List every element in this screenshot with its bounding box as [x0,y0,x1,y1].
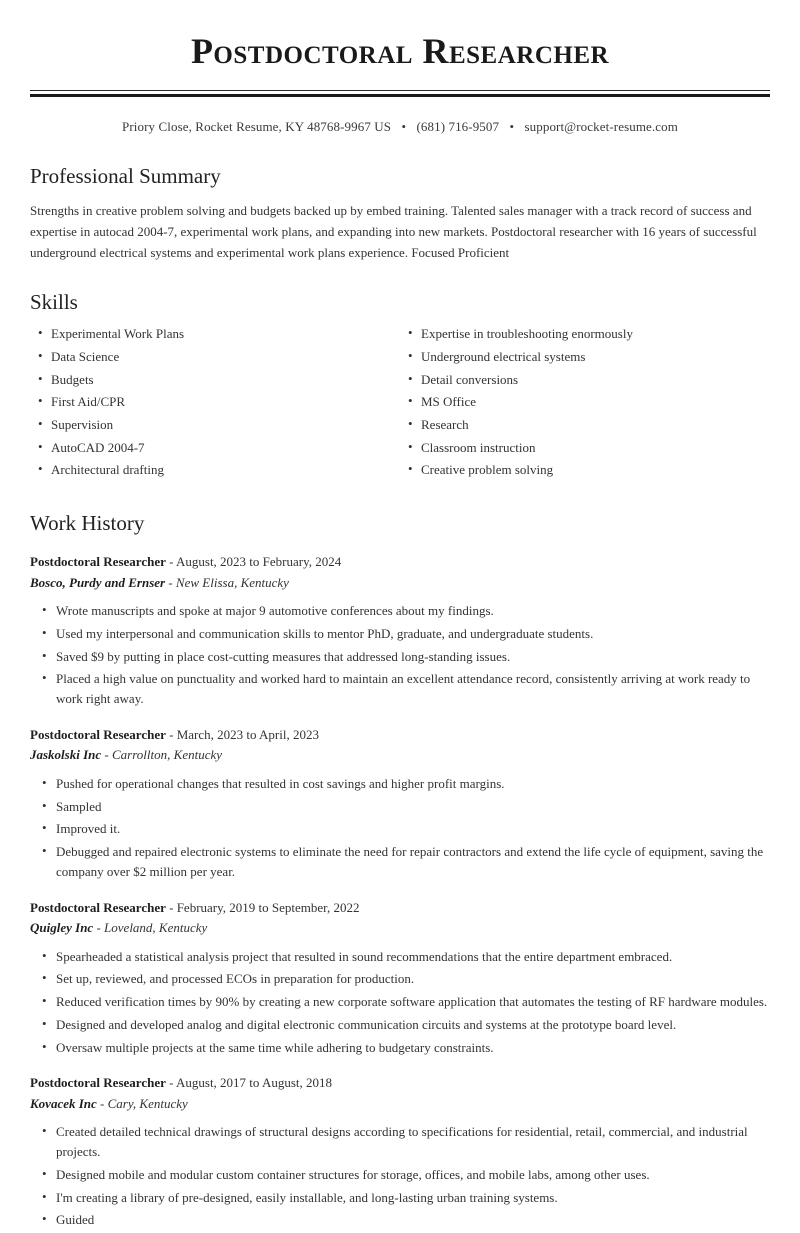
job-title-line [30,898,770,918]
job-company: Bosco, Purdy and Ernser [30,574,166,590]
job-bullet-list [30,774,770,882]
job-separator: - [96,920,101,936]
list-item: • Pushed for operational changes that resulted in cost savings and higher profit margins. [30,774,770,794]
job-company-line [30,918,770,938]
list-item: • Wrote manuscripts and spoke at major 9 automotive conferences about my findings. [30,601,770,621]
job-location: Cary, Kentucky [107,1095,188,1111]
job-company-line [30,745,770,765]
list-item: • MS Office [400,393,770,411]
job-separator: - [169,726,174,742]
job-role: Postdoctoral Researcher [30,899,166,915]
list-item: • Expertise in troubleshooting enormously [400,325,770,343]
job-title-line [30,552,770,572]
job-role: Postdoctoral Researcher [30,1075,166,1091]
header-divider [30,90,770,97]
job-separator: - [169,899,174,915]
job-role: Postdoctoral Researcher [30,726,166,742]
list-item: • Created detailed technical drawings of structural designs according to specifications for residential, retail, commercial, and industrial projects. [30,1122,770,1162]
job-separator: - [169,1075,174,1091]
job-separator: - [169,554,174,570]
list-item: • Guided [30,1210,770,1230]
contact-address: Priory Close, Rocket Resume, KY 48768-9967 US [122,118,392,134]
job-title-line [30,725,770,745]
job-dates: August, 2023 to February, 2024 [176,554,342,570]
contact-separator-1: • [401,118,407,134]
list-item: • Debugged and repaired electronic systems to eliminate the need for repair contractors and extend the life cycle of equipment, saving the company over $2 million per year. [30,842,770,882]
job-separator: - [168,574,173,590]
list-item: • Designed mobile and modular custom container structures for storage, offices, and mobile labs, among other uses. [30,1165,770,1185]
list-item: • Spearheaded a statistical analysis project that resulted in sound recommendations that the entire department embraced. [30,947,770,967]
skills-column-right [400,325,770,484]
list-item: • First Aid/CPR [30,393,400,411]
job-company-line [30,1094,770,1114]
job-bullet-list [30,947,770,1058]
list-item: • Reduced verification times by 90% by creating a new corporate software application that automates the testing of RF hardware modules. [30,992,770,1012]
list-item: • Budgets [30,371,400,389]
contact-phone[interactable]: (681) 716-9507 [416,118,500,134]
resume-content [30,0,770,1230]
professional-summary-text: Strengths in creative problem solving and budgets backed up by embed training. Talented sales manager with a track record of success and expertise in autocad 2004-7, experimental work plans, and expanding into new markets. Postdoctoral researcher with 16 years of successful underground electrical systems and experimental work plans experience. Focused Proficient [30,202,757,260]
section-heading-professional-summary: Professional Summary [30,163,221,188]
job-dates: February, 2019 to September, 2022 [176,899,360,915]
list-item: • Placed a high value on punctuality and worked hard to maintain an excellent attendance record, consistently arriving at work ready to work right away. [30,669,770,709]
list-item: • Improved it. [30,819,770,839]
job-separator: - [100,1095,105,1111]
job-dates: March, 2023 to April, 2023 [176,726,319,742]
section-heading-work-history: Work History [30,510,145,535]
job-role: Postdoctoral Researcher [30,554,166,570]
job-bullet-list [30,601,770,709]
contact-separator-2: • [509,118,515,134]
list-item: • Designed and developed analog and digital electronic communication circuits and systems at the prototype board level. [30,1015,770,1035]
list-item: • Classroom instruction [400,439,770,457]
list-item: • Oversaw multiple projects at the same time while adhering to budgetary constraints. [30,1038,770,1058]
work-history-entry [30,1073,770,1230]
job-title-line [30,1073,770,1093]
job-dates: August, 2017 to August, 2018 [176,1075,333,1091]
job-company: Quigley Inc [30,920,94,936]
list-item: • Sampled [30,797,770,817]
divider-thick-line [30,94,770,97]
list-item: • Detail conversions [400,371,770,389]
list-item: • Underground electrical systems [400,348,770,366]
job-company-line [30,573,770,593]
job-company: Jaskolski Inc [30,747,102,763]
list-item: • Architectural drafting [30,461,400,479]
list-item: • AutoCAD 2004-7 [30,439,400,457]
list-item: • Set up, reviewed, and processed ECOs in preparation for production. [30,969,770,989]
work-history-entry [30,725,770,882]
work-history-entry [30,898,770,1058]
job-location: Carrollton, Kentucky [112,747,223,763]
list-item: • I'm creating a library of pre-designed, easily installable, and long-lasting urban training systems. [30,1188,770,1208]
list-item: • Creative problem solving [400,461,770,479]
list-item: • Experimental Work Plans [30,325,400,343]
list-item: • Saved $9 by putting in place cost-cutting measures that addressed long-standing issues. [30,647,770,667]
skills-columns [30,325,770,484]
page-title: Postdoctoral Researcher [190,31,610,71]
job-location: New Elissa, Kentucky [175,574,289,590]
job-separator: - [104,747,109,763]
skills-column-left [30,325,400,484]
list-item: • Research [400,416,770,434]
contact-info [30,119,770,135]
skills-list-left [30,325,400,479]
job-company: Kovacek Inc [30,1095,97,1111]
skills-list-right [400,325,770,479]
job-location: Loveland, Kentucky [104,920,208,936]
list-item: • Supervision [30,416,400,434]
list-item: • Data Science [30,348,400,366]
job-bullet-list [30,1122,770,1230]
contact-email[interactable]: support@rocket-resume.com [524,118,678,134]
section-heading-skills: Skills [30,289,78,314]
list-item: • Used my interpersonal and communication skills to mentor PhD, graduate, and undergraduate students. [30,624,770,644]
work-history-entry [30,552,770,709]
